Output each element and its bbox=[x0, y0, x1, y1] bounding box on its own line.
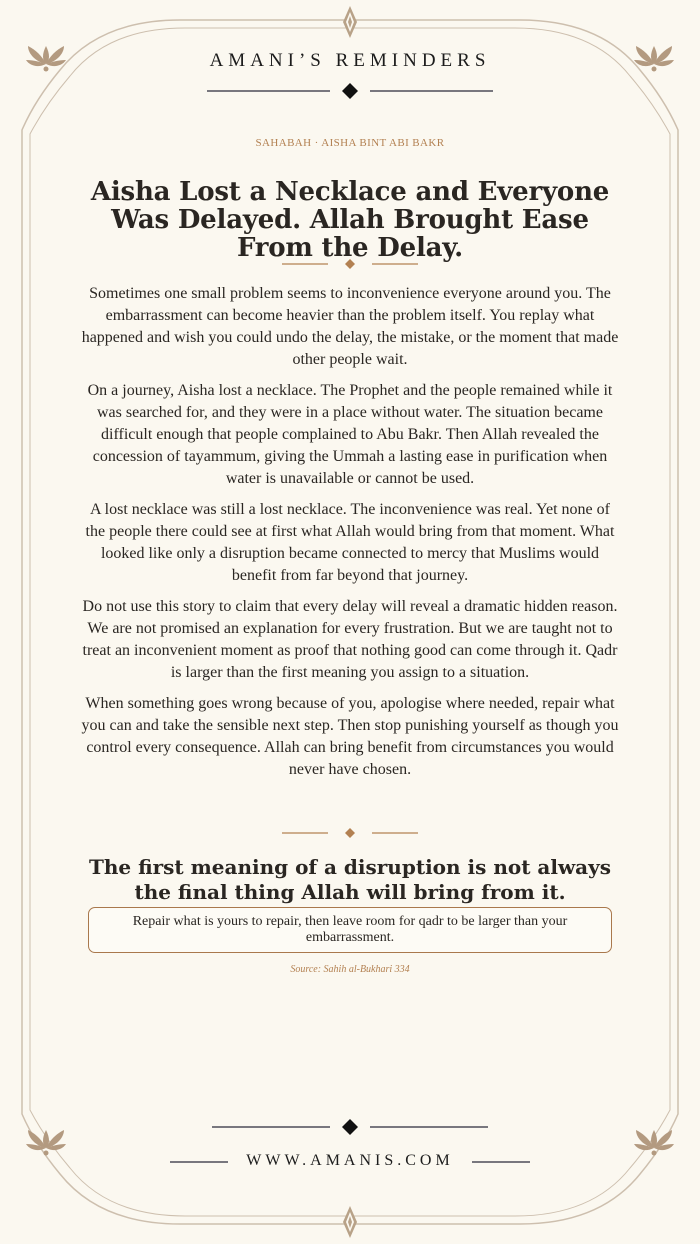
brand-name: AMANI’S REMINDERS bbox=[209, 50, 491, 71]
footer-diamond-icon bbox=[342, 1119, 358, 1135]
section-diamond-icon bbox=[345, 828, 355, 838]
header-diamond-icon bbox=[342, 83, 358, 99]
paragraph-5: When something goes wrong because of you, apologise where needed, repair what you can and take the sensible next step. Then stop punishing yourself as though you control every consequence. Allah can bring benefit from circumstances you would never have chosen. bbox=[81, 695, 619, 778]
category-kicker: SAHABAH · AISHA BINT ABI BAKR bbox=[255, 137, 445, 149]
source-citation: Source: Sahih al-Bukhari 334 bbox=[290, 964, 410, 975]
website-link[interactable]: WWW.AMANIS.COM bbox=[246, 1152, 454, 1169]
key-quote: The first meaning of a disruption is not always the final thing Allah will bring from it. bbox=[88, 855, 612, 904]
section-divider bbox=[282, 828, 418, 838]
paragraph-2: On a journey, Aisha lost a necklace. The Prophet and the people remained while it was searched for, and they were in a place without water. The situation became difficult enough that people complained to Abu Bakr. Then Allah revealed the concession of tayammum, giving the Ummah a lasting ease in purification when water is unavailable or cannot be used. bbox=[87, 382, 613, 487]
paragraph-1: Sometimes one small problem seems to inconvenience everyone around you. The embarrassment can become heavier than the problem itself. You replay what happened and wish you could undo the delay, the mistake, or the moment that made other people wait. bbox=[81, 285, 619, 368]
callout-text: Repair what is yours to repair, then leave room for qadr to be larger than your embarrassment. bbox=[132, 914, 568, 945]
bottom-ornament-icon bbox=[343, 1206, 357, 1238]
article-body bbox=[80, 283, 620, 790]
paragraph-4: Do not use this story to claim that every delay will reveal a dramatic hidden reason. We are not promised an explanation for every frustration. But we are taught not to treat an inconvenient moment as proof that nothing good can come through it. Qadr is larger than the first meaning you assign to a situation. bbox=[82, 598, 618, 681]
top-ornament-icon bbox=[343, 6, 357, 38]
article-title: Aisha Lost a Necklace and Everyone Was Delayed. Allah Brought Ease From the Delay. bbox=[90, 177, 610, 263]
paragraph-3: A lost necklace was still a lost necklace. The inconvenience was real. Yet none of the people there could see at first what Allah would bring from that moment. What looked like only a disruption became connected to mercy that Muslims would benefit from far beyond that journey. bbox=[85, 501, 615, 584]
header-divider bbox=[207, 83, 493, 99]
callout-box bbox=[88, 907, 612, 953]
